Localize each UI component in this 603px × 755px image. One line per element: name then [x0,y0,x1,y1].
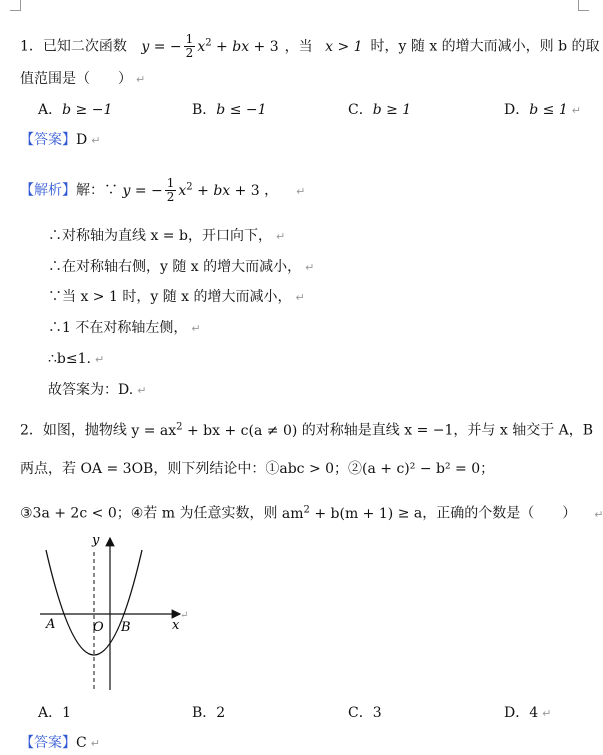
q2-option-c: C．3 [348,705,382,721]
q1-stem-text: 已知二次函数 [42,38,127,55]
page-corner-mark [578,0,589,11]
q2-inequality-formula: $am^2 + b(m + 1)$ [281,504,394,522]
q1-step: ∴b≤1. ↵ [48,351,105,367]
q2-stem-line-1: 2．如图，抛物线 $y = ax^2$ + bx + c(a ≠ 0) 的对称轴是直线 x = −1，并与 x 轴交于 A，B [20,421,594,439]
q1-step: ∵当 x > 1 时，y 随 x 的增大而减小， ↵ [48,289,305,305]
q2-option-b: B．2 [192,705,226,721]
q1-step: 故答案为：D. ↵ [48,382,147,398]
q1-number: 1． [20,38,43,55]
q1-step: ∴1 不在对称轴左侧， ↵ [48,320,201,336]
q2-stem-line-3: ③3a + 2c < 0；④若 m 为任意实数，则 $am^2 + b(m + 1) \ge a$，正确的个数是（ ） ↵ [20,504,603,522]
axis-label-x: x [172,618,180,633]
analysis-tag: 【解析】 [20,182,76,199]
page-corner-mark [10,0,21,11]
q1-stem-text: 值范围是（ ） [20,71,132,87]
answer-tag: 【答案】 [20,132,76,148]
paragraph-mark: ↵ [136,73,146,86]
answer-tag: 【答案】 [20,735,76,751]
q2-parabola-formula: $y = ax^2$ + bx + c(a ≠ 0) [131,421,298,439]
q1-answer-line: 【答案】D ↵ [20,132,101,148]
q1-answer: D [76,132,88,148]
q1-stem-line-2 [20,68,588,91]
q1-analysis-formula: y = − $\frac{1}{2}$ $x^2$ + bx + 3 [122,176,260,205]
q1-step: ∴在对称轴右侧，y 随 x 的增大而减小， ↵ [48,259,315,275]
point-label-o: O [93,620,104,635]
q1-option-a: A．b ≥ −1 [38,102,113,118]
q2-number: 2． [20,422,43,439]
q1-option-c: C．b ≥ 1 [348,102,412,118]
q1-analysis-line: 【解析】解：∵ y = − $\frac{1}{2}$ $x^2$ + bx + 3 ， ↵ [20,176,306,205]
q2-stem-line-2: 两点，若 OA = 3OB，则下列结论中：①abc > 0；②(a + c)² − b² = 0； [20,461,495,477]
q1-option-b: B．b ≤ −1 [192,102,267,118]
q1-stem-text: ，当 [284,38,313,55]
point-label-b: B [121,620,131,635]
point-label-a: A [46,617,56,632]
q1-stem-text: 时，y 随 x 的增大而减小，则 b 的取 [370,38,600,55]
q1-condition: x > 1 [325,38,363,55]
paragraph-mark: ↵ [180,610,189,621]
parabola-figure [30,530,220,700]
q2-answer: C [76,735,87,751]
q1-step: ∴对称轴为直线 x = b，开口向下， ↵ [48,228,286,244]
q2-answer-line: 【答案】C ↵ [20,735,100,751]
axis-label-y: y [92,533,100,548]
q1-stem-line-1 [20,32,600,61]
q1-option-d: D．b ≤ 1 ↵ [504,102,581,118]
q2-option-a: A．1 [38,705,72,721]
q1-function-formula: y = − $\frac{1}{2}$ $x^2$ + bx + 3 [141,32,279,61]
q1-analysis-lead: 解：∵ [76,182,118,199]
q2-option-d: D．4 ↵ [504,705,552,721]
